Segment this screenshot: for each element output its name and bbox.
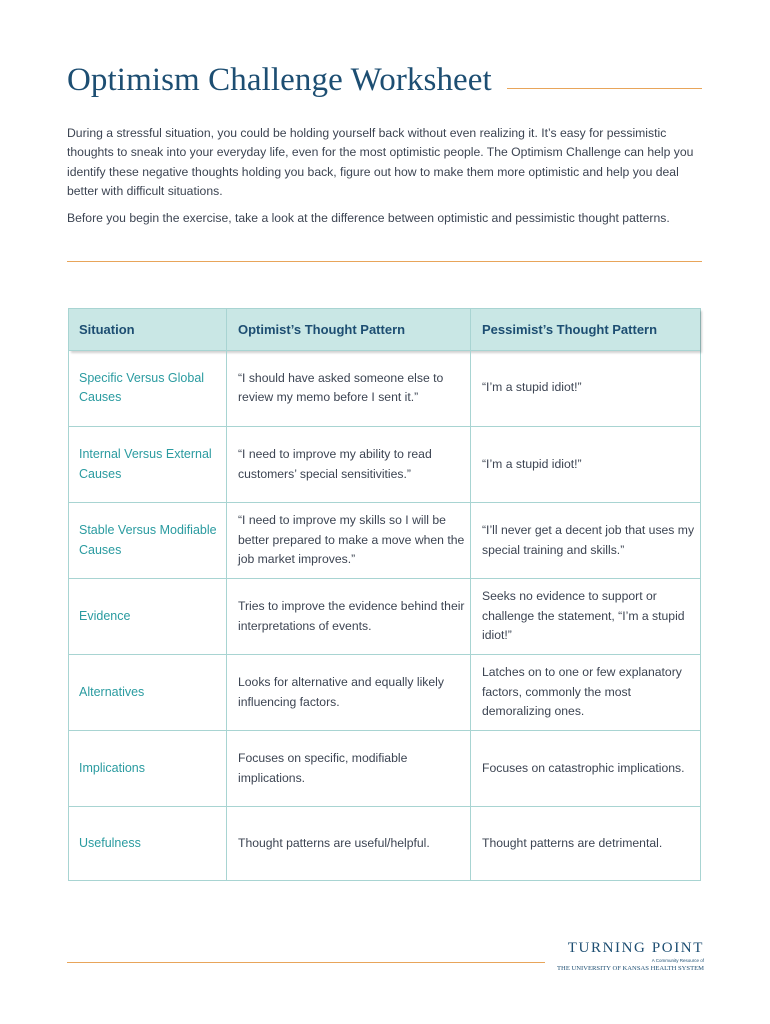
pessimist-cell: Latches on to one or few explanatory factors, commonly the most demoralizing ones. [482,665,682,719]
logo-name: TURNING POINT [567,940,704,956]
situation-cell: Usefulness [79,835,141,850]
pessimist-cell: “I’m a stupid idiot!” [482,456,582,471]
column-divider [226,309,227,880]
header-optimist: Optimist’s Thought Pattern [238,322,406,337]
table-row [69,427,700,503]
table-row [69,579,700,655]
situation-cell: Internal Versus External Causes [79,447,212,481]
pessimist-cell: “I’m a stupid idiot!” [482,380,582,395]
turning-point-logo [557,940,704,973]
intro-paragraph-1: During a stressful situation, you could be holding yourself back without even realizing it. It’s easy for pessimistic thoughts to sneak into your everyday life, even for the most optimistic people. The Optimism Challenge can help you identify these negative thoughts holding you back, figure out how to make them more optimistic and help you deal better with difficult situations. [67,126,694,199]
title-divider [507,88,702,89]
table-row [69,350,700,427]
logo-org-row [557,964,704,973]
optimist-cell: Focuses on specific, modifiable implications. [238,751,408,785]
table-row [69,731,700,807]
header-situation: Situation [79,322,135,337]
logo-org-text: THE UNIVERSITY OF KANSAS HEALTH SYSTEM [557,965,704,972]
situation-cell: Evidence [79,608,131,623]
header-pessimist: Pessimist’s Thought Pattern [482,322,658,337]
situation-cell: Stable Versus Modifiable Causes [79,523,217,557]
pessimist-cell: Thought patterns are detrimental. [482,835,663,850]
optimist-cell: Tries to improve the evidence behind their interpretations of events. [238,599,465,633]
logo-subtitle: A Community Resource of [651,958,704,963]
situation-cell: Specific Versus Global Causes [79,370,205,404]
optimist-cell: Thought patterns are useful/helpful. [238,835,430,850]
footer-divider [67,962,545,963]
pessimist-cell: Seeks no evidence to support or challenge the statement, “I’m a stupid idiot!” [482,589,685,643]
intro-text [67,124,707,228]
table-header-row [69,309,700,351]
table-row [69,655,700,731]
situation-cell: Alternatives [79,684,145,699]
optimist-cell: Looks for alternative and equally likely influencing factors. [238,675,444,709]
pessimist-cell: Focuses on catastrophic implications. [482,760,685,775]
pessimist-cell: “I’ll never get a decent job that uses my special training and skills.” [482,523,695,557]
optimist-cell: “I should have asked someone else to review my memo before I sent it.” [238,370,444,404]
page-title: Optimism Challenge Worksheet [67,62,492,98]
table-row [69,503,700,579]
thought-pattern-table [68,308,701,881]
table-row [69,807,700,880]
intro-paragraph-2: Before you begin the exercise, take a look at the difference between optimistic and pessimistic thought patterns. [67,210,670,225]
optimist-cell: “I need to improve my skills so I will be better prepared to make a move when the job market improves.” [238,513,465,567]
section-divider [67,261,702,262]
situation-cell: Implications [79,760,145,775]
optimist-cell: “I need to improve my ability to read customers’ special sensitivities.” [238,447,432,481]
column-divider [470,309,471,880]
